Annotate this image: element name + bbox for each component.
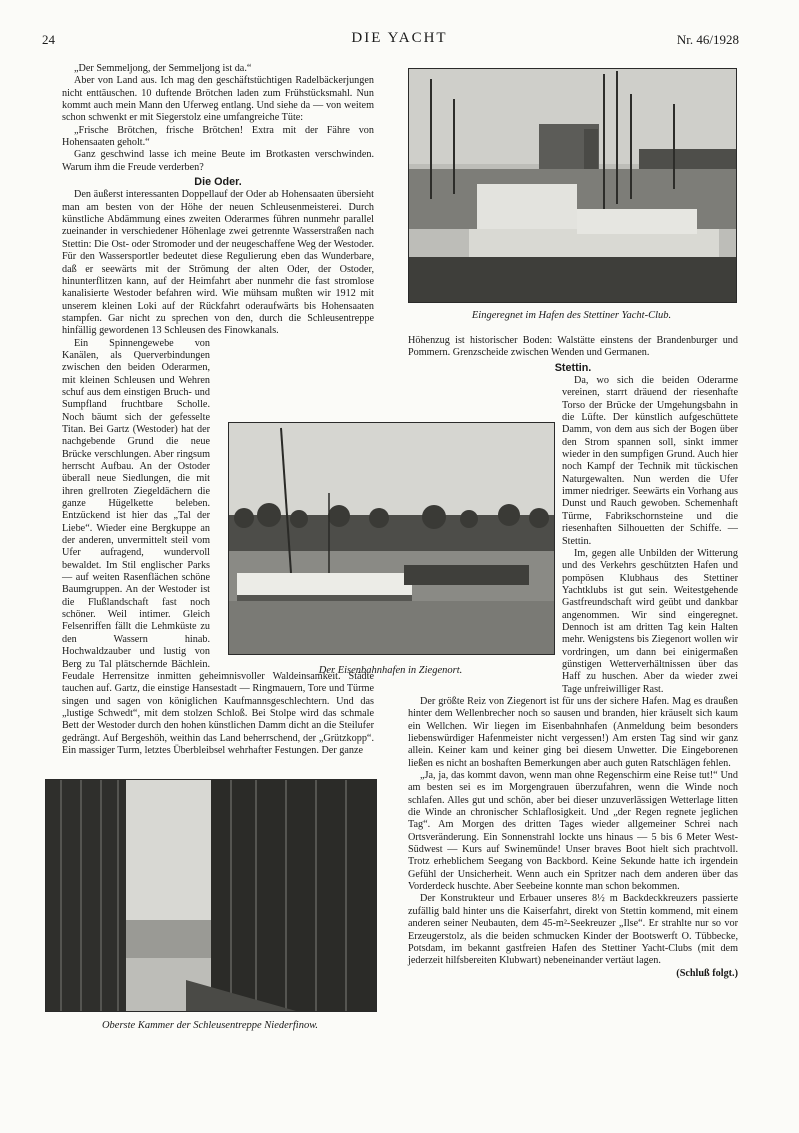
paragraph: Im, gegen alle Unbilden der Witterung und des Verkehrs geschützten Hafen und pompösen Klubhaus des Stettiner Yachtklubs ist gut sein. Weitestgehende Gastfreundschaft wird geübt und dankbar angenommen. Wir sind eingeregnet. Dennoch ist am dritten Tag kein Halten mehr. Wenigstens bis Ziegenort wollen wir vordringen, um dann bei einigermaßen günstigen Wetterverhältnissen über das Haff zu huschen. Aber da wieder zwei Tage unfreiwilliger Rast. xyxy=(562,547,738,695)
caption-eisenbahnhafen-ziegenort: Der Eisenbahnhafen in Ziegenort. xyxy=(318,665,463,676)
paragraph: „Ja, ja, das kommt davon, wenn man ohne Regenschirm eine Reise tut!“ Und am besten sei es im Morgengrauen überzufahren, wenn die Winde noch schlafen. Alles gut und schön, aber bei dieser unzuverlässigen Wetterlage litten die Winde an chronischer Schlaflosigkeit. Und „der Regen regnete jeglichen Tag“. Am Morgen des dritten Tages wieder allgemeiner Schrei nach Ortsveränderung. Ein Sonnenstrahl lockte uns hinaus — 5 bis 6 Meter West-Südwest — Kurs auf Swinemünde! Unser braves Boot hielt sich prachtvoll. Trotz erheblichem Seegang von Backbord. Keine Sekunde hatte ich irgendein Gefühl der Unsicherheit. Wenn auch ein Spritzer nach dem anderen über das Vorderdeck huschte. Aber Seebeine konnte man schon bekommen. xyxy=(408,770,738,893)
image-wrap-space xyxy=(214,382,374,666)
paragraph: Da, wo sich die beiden Oderarme vereinen, starrt dräuend der riesenhafte Torso der Brücke der Umgehungsbahn in die Lüfte. Der künstlich aufgeschüttete Damm, von dem aus sich der Bogen über den Strom spannen soll, sinkt immer wieder in den sumpfigen Grund. Auch hier noch Kampf der Technik mit tückischen Naturgewalten. Nun werden die Ufer immer niedriger. Seewärts ein Vorhang aus Dunst und Rauch gewoben. Schemenhaft Türme, Fabrikschornsteine und die riesenhaften Silhouetten der Schiffe. — Stettin. xyxy=(562,375,738,547)
paragraph: Ganz geschwind lasse ich meine Beute im Brotkasten verschwinden. Warum ihm die Freude verderben? xyxy=(62,149,374,173)
paragraph: „Frische Brötchen, frische Brötchen! Extra mit der Fähre von Hohensaaten geholt.“ xyxy=(62,124,374,149)
magazine-title: DIE YACHT xyxy=(351,30,448,46)
caption-stettin-yacht-harbour: Eingeregnet im Hafen des Stettiner Yacht-Club. xyxy=(471,310,672,321)
paragraph: Aber von Land aus. Ich mag den geschäftstüchtigen Radelbäckerjungen nicht enttäuschen. 10 duftende Brötchen laden zum Frühstücksmahl. Nun kommt auch mein Mann den Uferweg entlang. Und siehe da — von weitem schon schwenkt er mit Siegerstolz eine umfangreiche Tüte: xyxy=(62,75,374,124)
paragraph: Der größte Reiz von Ziegenort ist für uns der sichere Hafen. Mag es draußen hinter dem Wellenbrecher noch so sausen und branden, hier kräuselt sich kaum ein Wellchen. Wir liegen im Eisenbahnhafen (Anmeldung beim besonders liebenswürdiger Hafenmeister nicht vergessen!) Am ersten Tag sind wir ganz allein. Keiner kam und keiner ging bei diesem Unwetter. Die Eingeborenen ließen es nicht an boshaften Bemerkungen aber auch guten Ratschlägen fehlen. xyxy=(408,695,738,769)
paragraph: Den äußerst interessanten Doppellauf der Oder ab Hohensaaten übersieht man am besten von der Höhe der neuen Schleusenmeisterei. Durch künstliche Abdämmung eines zweiten Oderarmes führen nunmehr parallel zueinander in verschiedener Höhenlage zwei getrennte Wasserstraßen nach Stettin: Die Ost- oder Stromoder und der neugeschaffene Weg der Westoder. Für den Wassersportler bedeutet diese Regulierung eben das Wunderbare, daß er seewärts mit der Strömung der alten Oder, der Ostoder, hinunterflitzen kann, auf der Heimfahrt aber nunmehr die fast stromlose kanalisierte Westoder befahren wird. Wie mühsam mußten wir 1912 mit unserem kleinen Loki auf der Rückfahrt oderaufwärts bis Hohensaaten stampfen. Gar nicht zu sprechen von den, durch die Schleusentreppe hinfällig gewordenen 13 Schleusen des Finowkanals. xyxy=(62,189,374,337)
page-number: 24 xyxy=(42,32,55,47)
paragraph: Der Konstrukteur und Erbauer unseres 8½ m Backdeckkreuzers passierte zufällig bald hinter uns die Kaiserfahrt, direkt von Stettin kommend, mit einem anderen seiner Neubauten, dem 45-m²-Seekreuzer „Ilse“. Er strahlte nur so vor Erzeugerstolz, als die beiden schmucken Kinder der Bootswerft O. Tübbecke, Potsdam, im bekannt gastfreien Hafen des Stettiner Yacht-Clubs (mit dem jederzeit hilfsbereiten Klubwart) nebeneinander vertäut lagen. xyxy=(408,893,738,967)
to-be-continued-note: (Schluß folgt.) xyxy=(676,967,738,979)
paragraph: Höhenzug ist historischer Boden: Walstätte einstens der Brandenburger und Pommern. Grenzscheide zwischen Wenden und Germanen. xyxy=(408,335,738,359)
issue-number: Nr. 46/1928 xyxy=(676,32,739,47)
paragraph: Ein Spinnengewebe von Kanälen, als Querverbindungen zwischen den beiden Oderarmen, mit kleinen Schleusen und Wehren schuf aus dem einstigen Bruch- und Sumpfland fruchtbare Scholle. Noch bäumt sich der gefesselte Titan. Bei Gartz (Westoder) hat der nachgebende Grund die neue Brücke verschlungen. Aber ringsum herrscht Aufbau. An der Ostoder überall neue Siedlungen, die mit ihren grellroten Ziegeldächern die ganze Hügelkette beleben. Entzückend ist hier das „Tal der Liebe“. Wieder eine Bergkuppe an der anderen, unvermittelt steil vom Ufer aufragend, wundervoll bewaldet. Im Stil englischer Parks — auf weiten Rasenflächen schöne Baumgruppen. An der Westoder ist die Flußlandschaft fast noch schöner. Weil intimer. Gleich Felsenriffen fällt die Lehmküste zu den Wassern hinab. Hochwaldzauber und lustig von Berg zu Tal plätschernde Bächlein. Feudale Herrensitze inmitten geheimnisvoller Waldeinsamkeit. Städte tauchen auf. Gartz, die einstige Hansestadt — Ringmauern, Tore und Türme singen und sagen von königlichen Kaufmannsgeschlechtern. Und das „lustige Schwedt“, mit dem stolzen Schloß. Bei Stolpe wird das schmale Bett der Westoder durch den hohen künstlichen Damm dicht an die Steilufer gedrängt. Auf Bergeshöh, weithin das Land beherrschend, der „Grützkopp“. Ein massiger Turm, letztes Überbleibsel wehrhafter Festungen. Der ganze xyxy=(62,337,374,756)
photo-schleusenkammer-niederfinow xyxy=(45,779,377,1012)
caption-schleusenkammer-niederfinow: Oberste Kammer der Schleusentreppe Niederfinow. xyxy=(101,1020,319,1031)
left-text-column xyxy=(62,63,374,757)
right-text-column xyxy=(408,335,738,980)
photo-stettin-yacht-harbour xyxy=(408,68,737,303)
paragraph: „Der Semmeljong, der Semmeljong ist da.“ xyxy=(74,63,252,74)
image-wrap-space xyxy=(408,399,558,689)
section-heading-oder: Die Oder. xyxy=(194,176,242,189)
section-heading-stettin: Stettin. xyxy=(554,361,592,374)
